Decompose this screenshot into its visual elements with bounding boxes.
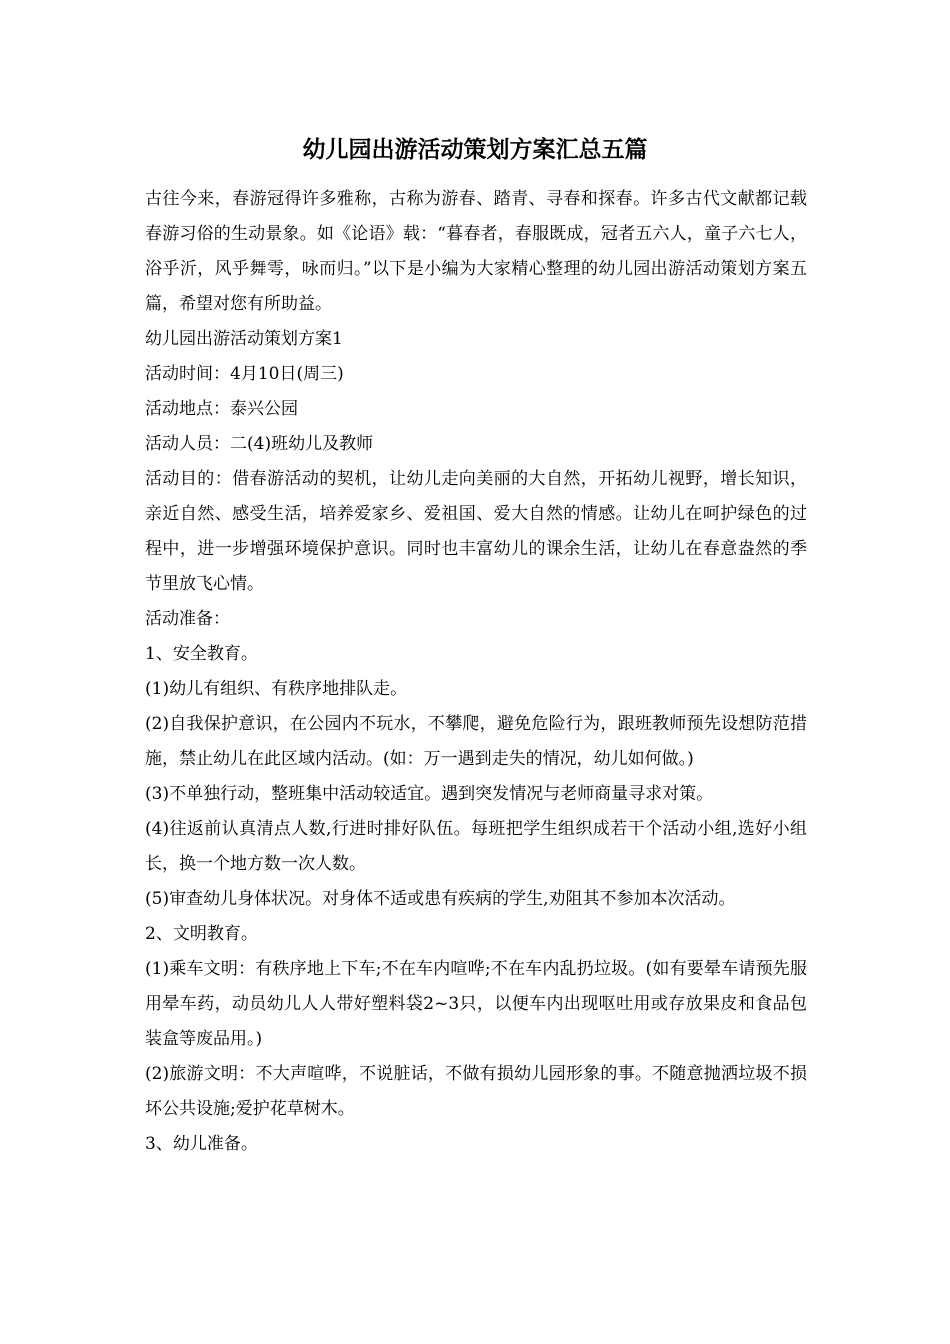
paragraph-plan-heading: 幼儿园出游活动策划方案1 xyxy=(145,329,343,349)
document-title: 幼儿园出游活动策划方案汇总五篇 xyxy=(302,136,648,163)
paragraph-children-prep: 3、幼儿准备。 xyxy=(145,1134,258,1154)
paragraph-activity-time: 活动时间：4月10日(周三) xyxy=(145,364,344,384)
paragraph-civility-2: (2)旅游文明：不大声喧哗，不说脏话，不做有损幼儿园形象的事。不随意抛洒垃圾不损坏公共设施;爱护花草树木。 xyxy=(145,1064,807,1119)
paragraph-safety-heading: 1、安全教育。 xyxy=(145,644,258,664)
paragraph-safety-2: (2)自我保护意识，在公园内不玩水，不攀爬，避免危险行为，跟班教师预先设想防范措施，禁止幼儿在此区域内活动。(如：万一遇到走失的情况，幼儿如何做。) xyxy=(145,714,807,769)
paragraph-civility-1: (1)乘车文明：有秩序地上下车;不在车内喧哗;不在车内乱扔垃圾。(如有要晕车请预先服用晕车药，动员幼儿人人带好塑料袋2~3只，以便车内出现呕吐用或存放果皮和食品包装盒等废品用。) xyxy=(145,959,807,1049)
paragraph-civility-heading: 2、文明教育。 xyxy=(145,924,258,944)
paragraph-safety-1: (1)幼儿有组织、有秩序地排队走。 xyxy=(145,679,408,699)
paragraph-intro: 古往今来，春游冠得许多雅称，古称为游春、踏青、寻春和探春。许多古代文献都记载春游习俗的生动景象。如《论语》载：“暮春者，春服既成，冠者五六人，童子六七人，浴乎沂，风乎舞雩，咏而归。”以下是小编为大家精心整理的幼儿园出游活动策划方案五篇，希望对您有所助益。 xyxy=(145,189,807,314)
paragraph-preparation: 活动准备： xyxy=(145,609,230,629)
paragraph-activity-participants: 活动人员：二(4)班幼儿及教师 xyxy=(145,434,374,454)
paragraph-activity-goal: 活动目的：借春游活动的契机，让幼儿走向美丽的大自然，开拓幼儿视野，增长知识，亲近自然、感受生活，培养爱家乡、爱祖国、爱大自然的情感。让幼儿在呵护绿色的过程中，进一步增强环境保护意识。同时也丰富幼儿的课余生活，让幼儿在春意盎然的季节里放飞心情。 xyxy=(145,469,807,594)
paragraph-safety-5: (5)审查幼儿身体状况。对身体不适或患有疾病的学生,劝阻其不参加本次活动。 xyxy=(145,889,736,909)
paragraph-activity-location: 活动地点：泰兴公园 xyxy=(145,399,298,419)
paragraph-safety-3: (3)不单独行动，整班集中活动较适宜。遇到突发情况与老师商量寻求对策。 xyxy=(145,784,714,804)
paragraph-safety-4: (4)往返前认真清点人数,行进时排好队伍。每班把学生组织成若干个活动小组,选好小组长，换一个地方数一次人数。 xyxy=(145,819,807,874)
document-body xyxy=(145,182,807,1162)
